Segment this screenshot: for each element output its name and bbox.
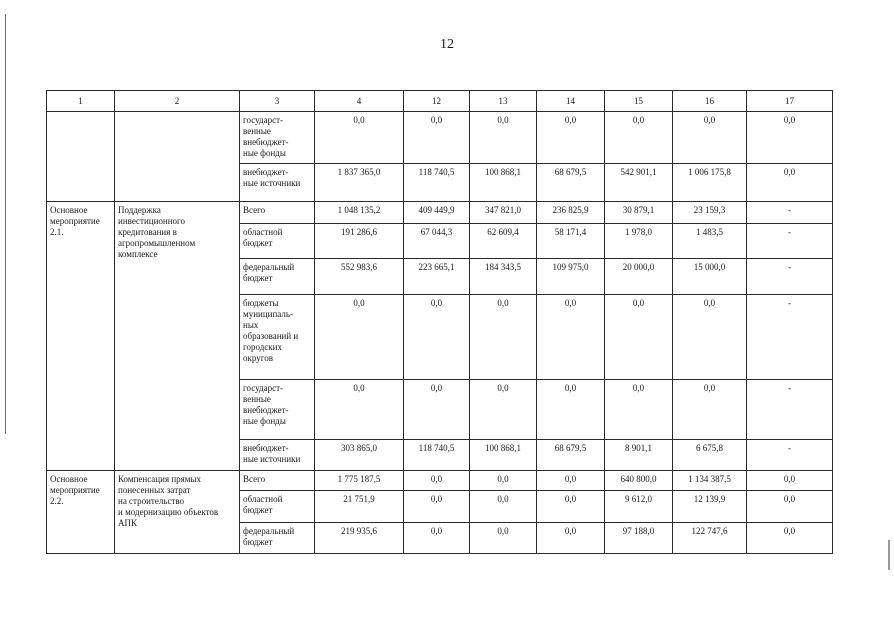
column-header: 14 <box>537 91 605 112</box>
funding-source-cell: областной бюджет <box>240 491 315 523</box>
empty-event-cell <box>47 112 115 202</box>
value-cell: 0,0 <box>404 491 470 523</box>
value-cell: 109 975,0 <box>537 259 605 295</box>
funding-table <box>46 90 833 554</box>
value-cell: 640 800,0 <box>605 471 673 491</box>
value-cell: 0,0 <box>404 295 470 380</box>
value-cell: 1 483,5 <box>673 224 747 259</box>
value-cell: - <box>747 380 833 440</box>
value-cell: 118 740,5 <box>404 164 470 202</box>
value-cell: 20 000,0 <box>605 259 673 295</box>
value-cell: - <box>747 259 833 295</box>
value-cell: 0,0 <box>537 295 605 380</box>
value-cell: 0,0 <box>404 471 470 491</box>
scan-edge-mark <box>888 540 890 570</box>
event-name-cell: Компенсация прямых понесенных затрат на строительство и модернизацию объектов АПК <box>115 471 240 554</box>
value-cell: 0,0 <box>747 164 833 202</box>
value-cell: 118 740,5 <box>404 440 470 471</box>
value-cell: 1 978,0 <box>605 224 673 259</box>
event-name-cell: Поддержка инвестиционного кредитования в агропромышленном комплексе <box>115 202 240 471</box>
value-cell: 58 171,4 <box>537 224 605 259</box>
value-cell: 0,0 <box>537 380 605 440</box>
event-label-cell: Основное мероприятие 2.1. <box>47 202 115 471</box>
column-header: 3 <box>240 91 315 112</box>
table-row <box>47 471 833 491</box>
value-cell: 0,0 <box>673 112 747 164</box>
value-cell: 219 935,6 <box>315 523 404 554</box>
column-header: 2 <box>115 91 240 112</box>
column-header: 12 <box>404 91 470 112</box>
value-cell: - <box>747 202 833 224</box>
value-cell: 236 825,9 <box>537 202 605 224</box>
column-header: 13 <box>470 91 537 112</box>
value-cell: 0,0 <box>747 491 833 523</box>
value-cell: 1 048 135,2 <box>315 202 404 224</box>
value-cell: 0,0 <box>315 380 404 440</box>
value-cell: 122 747,6 <box>673 523 747 554</box>
value-cell: 68 679,5 <box>537 440 605 471</box>
value-cell: 23 159,3 <box>673 202 747 224</box>
column-header: 4 <box>315 91 404 112</box>
value-cell: 97 188,0 <box>605 523 673 554</box>
value-cell: 0,0 <box>470 380 537 440</box>
value-cell: 0,0 <box>404 523 470 554</box>
column-header: 17 <box>747 91 833 112</box>
value-cell: 1 837 365,0 <box>315 164 404 202</box>
header-row <box>47 91 833 112</box>
funding-source-cell: областной бюджет <box>240 224 315 259</box>
value-cell: 100 868,1 <box>470 440 537 471</box>
value-cell: 542 901,1 <box>605 164 673 202</box>
value-cell: 0,0 <box>605 112 673 164</box>
value-cell: - <box>747 295 833 380</box>
value-cell: 67 044,3 <box>404 224 470 259</box>
value-cell: 0,0 <box>404 380 470 440</box>
value-cell: 303 865,0 <box>315 440 404 471</box>
value-cell: 0,0 <box>470 471 537 491</box>
funding-source-cell: государст- венные внебюджет- ные фонды <box>240 112 315 164</box>
value-cell: 0,0 <box>673 295 747 380</box>
value-cell: 21 751,9 <box>315 491 404 523</box>
column-header: 1 <box>47 91 115 112</box>
value-cell: 0,0 <box>404 112 470 164</box>
value-cell: 347 821,0 <box>470 202 537 224</box>
value-cell: 0,0 <box>470 112 537 164</box>
value-cell: 15 000,0 <box>673 259 747 295</box>
value-cell: 8 901,1 <box>605 440 673 471</box>
column-header: 16 <box>673 91 747 112</box>
value-cell: 1 006 175,8 <box>673 164 747 202</box>
value-cell: 552 983,6 <box>315 259 404 295</box>
value-cell: 184 343,5 <box>470 259 537 295</box>
value-cell: 1 134 387,5 <box>673 471 747 491</box>
column-header: 15 <box>605 91 673 112</box>
funding-source-cell: внебюджет- ные источники <box>240 164 315 202</box>
value-cell: 1 775 187,5 <box>315 471 404 491</box>
value-cell: 0,0 <box>537 471 605 491</box>
value-cell: 0,0 <box>315 112 404 164</box>
value-cell: 62 609,4 <box>470 224 537 259</box>
value-cell: 100 868,1 <box>470 164 537 202</box>
value-cell: 12 139,9 <box>673 491 747 523</box>
value-cell: 0,0 <box>537 491 605 523</box>
funding-source-cell: бюджеты муниципаль- ных образований и городских округов <box>240 295 315 380</box>
table-row <box>47 112 833 164</box>
value-cell: 30 879,1 <box>605 202 673 224</box>
funding-source-cell: федеральный бюджет <box>240 523 315 554</box>
value-cell: 0,0 <box>470 523 537 554</box>
empty-name-cell <box>115 112 240 202</box>
value-cell: - <box>747 440 833 471</box>
value-cell: 0,0 <box>605 295 673 380</box>
funding-source-cell: Всего <box>240 471 315 491</box>
value-cell: 68 679,5 <box>537 164 605 202</box>
value-cell: 223 665,1 <box>404 259 470 295</box>
value-cell: 0,0 <box>747 471 833 491</box>
funding-source-cell: федеральный бюджет <box>240 259 315 295</box>
value-cell: - <box>747 224 833 259</box>
value-cell: 0,0 <box>470 491 537 523</box>
value-cell: 0,0 <box>673 380 747 440</box>
funding-source-cell: государст- венные внебюджет- ные фонды <box>240 380 315 440</box>
page-number: 12 <box>440 37 454 52</box>
value-cell: 0,0 <box>747 112 833 164</box>
value-cell: 6 675,8 <box>673 440 747 471</box>
value-cell: 0,0 <box>470 295 537 380</box>
table-row <box>47 202 833 224</box>
scan-left-edge-line <box>5 14 6 434</box>
value-cell: 0,0 <box>537 112 605 164</box>
value-cell: 0,0 <box>537 523 605 554</box>
value-cell: 0,0 <box>315 295 404 380</box>
funding-source-cell: внебюджет- ные источники <box>240 440 315 471</box>
value-cell: 0,0 <box>605 380 673 440</box>
event-label-cell: Основное мероприятие 2.2. <box>47 471 115 554</box>
value-cell: 191 286,6 <box>315 224 404 259</box>
value-cell: 409 449,9 <box>404 202 470 224</box>
value-cell: 0,0 <box>747 523 833 554</box>
funding-source-cell: Всего <box>240 202 315 224</box>
value-cell: 9 612,0 <box>605 491 673 523</box>
